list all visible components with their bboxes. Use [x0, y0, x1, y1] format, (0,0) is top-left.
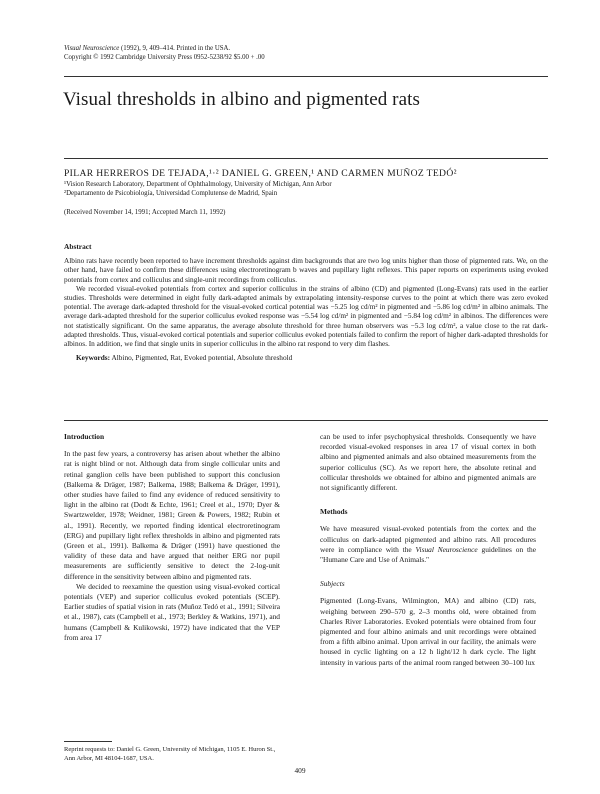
subjects-paragraph-1: Pigmented (Long-Evans, Wilmington, MA) and albino (CD) rats, weighing between 290–570 g, 2–3 months old, were obtained from Charles River Laboratories. Evoked potentials were obtained from four pigmented and four albino animals and unit recordings were obtained from a fifth albino animal. Upon arrival in our facility, the animals were housed in cyclic lighting on a 12 h light/12 h dark cycle. The light intensity in various parts of the animal room ranged between 30–100 lux — [320, 596, 536, 667]
author-list: PILAR HERREROS DE TEJADA,¹·² DANIEL G. GREEN,¹ AND CARMEN MUÑOZ TEDÓ² — [64, 168, 457, 179]
keywords-list: Albino, Pigmented, Rat, Evoked potential, Absolute threshold — [110, 353, 293, 363]
received-dates: (Received November 14, 1991; Accepted March 11, 1992) — [64, 209, 226, 216]
right-column — [320, 432, 536, 668]
affiliation-2: ²Departamento de Psicobiología, Universidad Complutense de Madrid, Spain — [64, 190, 278, 197]
keywords — [64, 353, 548, 362]
methods-heading: Methods — [320, 507, 348, 517]
abstract-paragraph-1: Albino rats have recently been reported to have increment thresholds against dim backgrounds that are two log units higher than those of pigmented rats. We, on the other hand, have failed to confirm these differences using electroretinogram b waves and pupillary light reflexes. This paper reports on experiments using evoked potentials from cortex and colliculus and single-unit recordings from colliculus. — [64, 256, 548, 284]
abstract — [64, 242, 548, 362]
journal-header — [64, 44, 265, 62]
methods-journal-name: Visual Neuroscience — [415, 544, 478, 554]
methods-text-a: We have measured visual-evoked potentials from the cortex and the colliculus on dark-adapted pigmented and albino rats. All procedures were in compliance with the — [320, 524, 536, 554]
introduction-heading: Introduction — [64, 432, 105, 441]
affiliations — [64, 180, 332, 198]
reprint-footnote: Reprint requests to: Daniel G. Green, University of Michigan, 1105 E. Huron St., Ann Arbor, MI 48104-1687, USA. — [64, 746, 276, 762]
subjects-heading: Subjects — [320, 579, 345, 589]
left-column — [64, 432, 280, 643]
article-title: Visual thresholds in albino and pigmented rats — [63, 89, 421, 110]
introduction-paragraph-2: We decided to reexamine the question using visual-evoked cortical potentials (VEP) and superior colliculus evoked potentials (SCEP). Earlier studies of spatial vision in rats (Muñoz Tedó et al., 1991; Silveira et al., 1987), cats (Campbell et al., 1973; Berkley & Watkins, 1971), and humans (Campbell & Kulikowski, 1972) have indicated that the VEP from area 17 — [64, 581, 280, 642]
keywords-label: Keywords: — [76, 353, 111, 363]
affiliation-1: ¹Vision Research Laboratory, Department of Ophthalmology, University of Michigan, Ann Arbor — [64, 181, 332, 188]
journal-name: Visual Neuroscience — [64, 45, 120, 52]
title-rule — [64, 158, 548, 159]
methods-paragraph-1 — [320, 524, 536, 565]
abstract-heading: Abstract — [64, 242, 92, 251]
page-number: 409 — [294, 766, 306, 775]
introduction-continued: can be used to infer psychophysical thresholds. Consequently we have recorded visual-evoked responses in area 17 of visual cortex in both albino and pigmented animals and also obtained measurements from the superior colliculus (SC). As we report here, the absolute retinal and collicular thresholds we obtained for albino and pigmented animals are not significantly different. — [320, 432, 536, 493]
introduction-paragraph-1: In the past few years, a controversy has arisen about whether the albino rat is night blind or not. Although data from single collicular units and retinal ganglion cells have been published to support this conclusion (Balkema & Dräger, 1987; Balkema, 1988; Balkema & Dräger, 1991), other studies have failed to find any evidence of reduced sensitivity to light in the albino rat (Dodt & Echte, 1961; Creel et al., 1970; Dyer & Swartzwelder, 1978; Weidner, 1981; Green & Powers, 1982; Rubin et al., 1991). Recently, we reported finding identical electroretinogram (ERG) and pupillary light reflex thresholds in albino and pigmented rats (Green et al., 1991). Balkema & Dräger (1991) have questioned the validity of these data and have argued that neither ERG nor pupil measurements are sufficiently sensitive to detect the 2-log-unit difference in the sensitivity between albino and pigmented rats. — [64, 449, 280, 581]
header-rule — [64, 76, 548, 77]
methods-text-b: guidelines on the "Humane Care and Use of Animals." — [320, 544, 537, 565]
journal-citation: (1992), 9, 409–414. Printed in the USA. — [119, 45, 231, 52]
journal-citation-line — [64, 44, 265, 53]
copyright-line: Copyright © 1992 Cambridge University Press 0952-5238/92 $5.00 + .00 — [64, 54, 265, 61]
footnote-rule — [64, 741, 112, 742]
abstract-paragraph-2: We recorded visual-evoked potentials from cortex and superior colliculus in the strains of albino (CD) and pigmented (Long-Evans) rats used in the earlier studies. Thresholds were determined in eight fully dark-adapted animals by extrapolating intensity-response curves to the point at which there was zero evoked potential. The average dark-adapted threshold for the visual-evoked cortical potential was −5.25 log cd/m² in pigmented and −5.86 log cd/m² in albino animals. The average dark-adapted threshold for the superior colliculus evoked response was −5.54 log cd/m² in pigmented and −5.84 log cd/m² in albinos. The differences were not statistically significant. On the same apparatus, the average absolute threshold for three human observers was −5.3 log cd/m², a value close to the rat dark-adapted thresholds. Thus, visual-evoked cortical potentials and superior colliculus evoked potentials failed to confirm the report of higher dark-adapted thresholds for albinos. In addition, we find that single units in superior colliculus in the albino rat respond to very dim flashes. — [64, 283, 548, 349]
abstract-rule — [64, 420, 548, 421]
